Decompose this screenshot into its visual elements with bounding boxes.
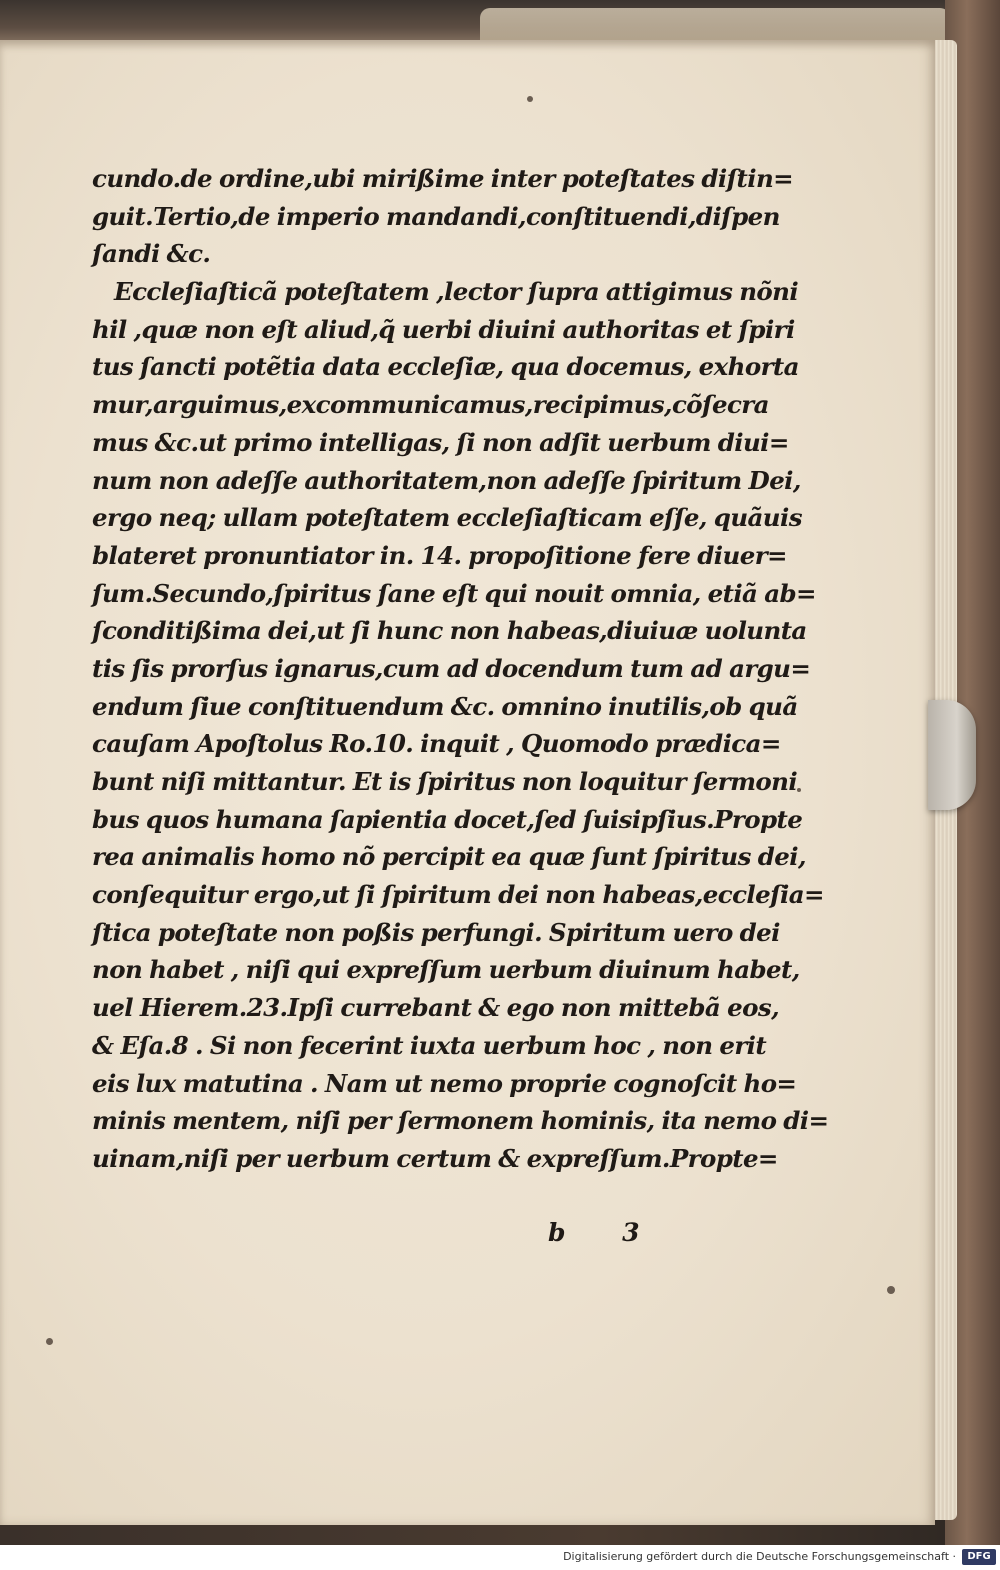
digitization-footer <box>0 1545 1000 1570</box>
text-line: mus &c.ut primo intelligas, ſi non adſit uerbum diui= <box>92 427 789 457</box>
text-line: endum ſiue conſtituendum &c. omnino inutilis,ob quã <box>92 691 798 721</box>
text-line: eis lux matutina . Nam ut nemo proprie cognoſcit ho= <box>92 1068 797 1098</box>
body-text <box>92 160 829 1178</box>
text-line: ſum.Secundo,ſpiritus ſane eſt qui nouit omnia, etiã ab= <box>92 578 816 608</box>
funding-credit: Digitalisierung gefördert durch die Deutsche Forschungsgemeinschaft · <box>563 1550 956 1563</box>
text-line: ſandi &c. <box>92 239 211 269</box>
text-line: ſtica poteſtate non poßis perfungi. Spiritum uero dei <box>92 917 780 947</box>
text-line: num non adeſſe authoritatem,non adeſſe ſpiritum Dei, <box>92 465 801 495</box>
bookmark-tab <box>928 700 976 810</box>
text-line: cundo.de ordine,ubi mirißime inter poteſtates diſtin= <box>92 164 794 193</box>
text-line: uinam,niſi per uerbum certum & expreſſum.Propte= <box>92 1143 778 1173</box>
text-line: minis mentem, niſi per ſermonem hominis, ita nemo di= <box>92 1106 829 1136</box>
dfg-logo: DFG <box>962 1549 996 1565</box>
text-line: & Eſa.8 . Si non fecerint iuxta uerbum hoc , non erit <box>92 1030 767 1060</box>
text-line: guit.Tertio,de imperio mandandi,conſtituendi,diſpen <box>92 201 780 231</box>
paper-speck <box>527 96 533 102</box>
paper-speck <box>46 1338 53 1345</box>
text-line: mur,arguimus,excommunicamus,recipimus,cõſecra <box>92 390 769 420</box>
text-line: ſconditißima dei,ut ſi hunc non habeas,diuiuæ uolunta <box>92 616 807 646</box>
text-line: non habet , niſi qui expreſſum uerbum diuinum habet, <box>92 955 800 985</box>
text-line: Eccleſiaſticã poteſtatem ,lector ſupra attigimus nõni <box>114 277 799 307</box>
text-line: conſequitur ergo,ut ſi ſpiritum dei non habeas,eccleſia= <box>92 880 824 910</box>
text-line: tis ſis prorſus ignarus,cum ad docendum tum ad argu= <box>92 653 811 683</box>
text-line: cauſam Apoſtolus Ro.10. inquit , Quomodo prædica= <box>92 729 781 759</box>
paper-speck <box>797 788 801 792</box>
text-line: uel Hierem.23.Ipſi currebant & ego non mittebã eos, <box>92 993 779 1023</box>
text-line: ergo neq; ullam poteſtatem eccleſiaſticam eſſe, quãuis <box>92 503 802 533</box>
text-line: bunt niſi mittantur. Et is ſpiritus non loquitur ſermoni <box>92 767 798 796</box>
previous-page-edge <box>480 8 950 44</box>
text-line: blateret pronuntiator in. 14. propoſitione fere diuer= <box>92 540 787 570</box>
paper-speck <box>887 1286 895 1294</box>
text-line: bus quos humana ſapientia docet,ſed ſuisipſius.Propte <box>92 804 803 834</box>
text-line: rea animalis homo nõ percipit ea quæ ſunt ſpiritus dei, <box>92 842 806 872</box>
text-line: tus ſancti potẽtia data eccleſiæ, qua docemus, exhorta <box>92 352 799 382</box>
page-signature: b 3 <box>548 1218 664 1247</box>
text-line: hil ,quæ non eſt aliud,q̃ uerbi diuini authoritas et ſpiri <box>92 314 795 344</box>
